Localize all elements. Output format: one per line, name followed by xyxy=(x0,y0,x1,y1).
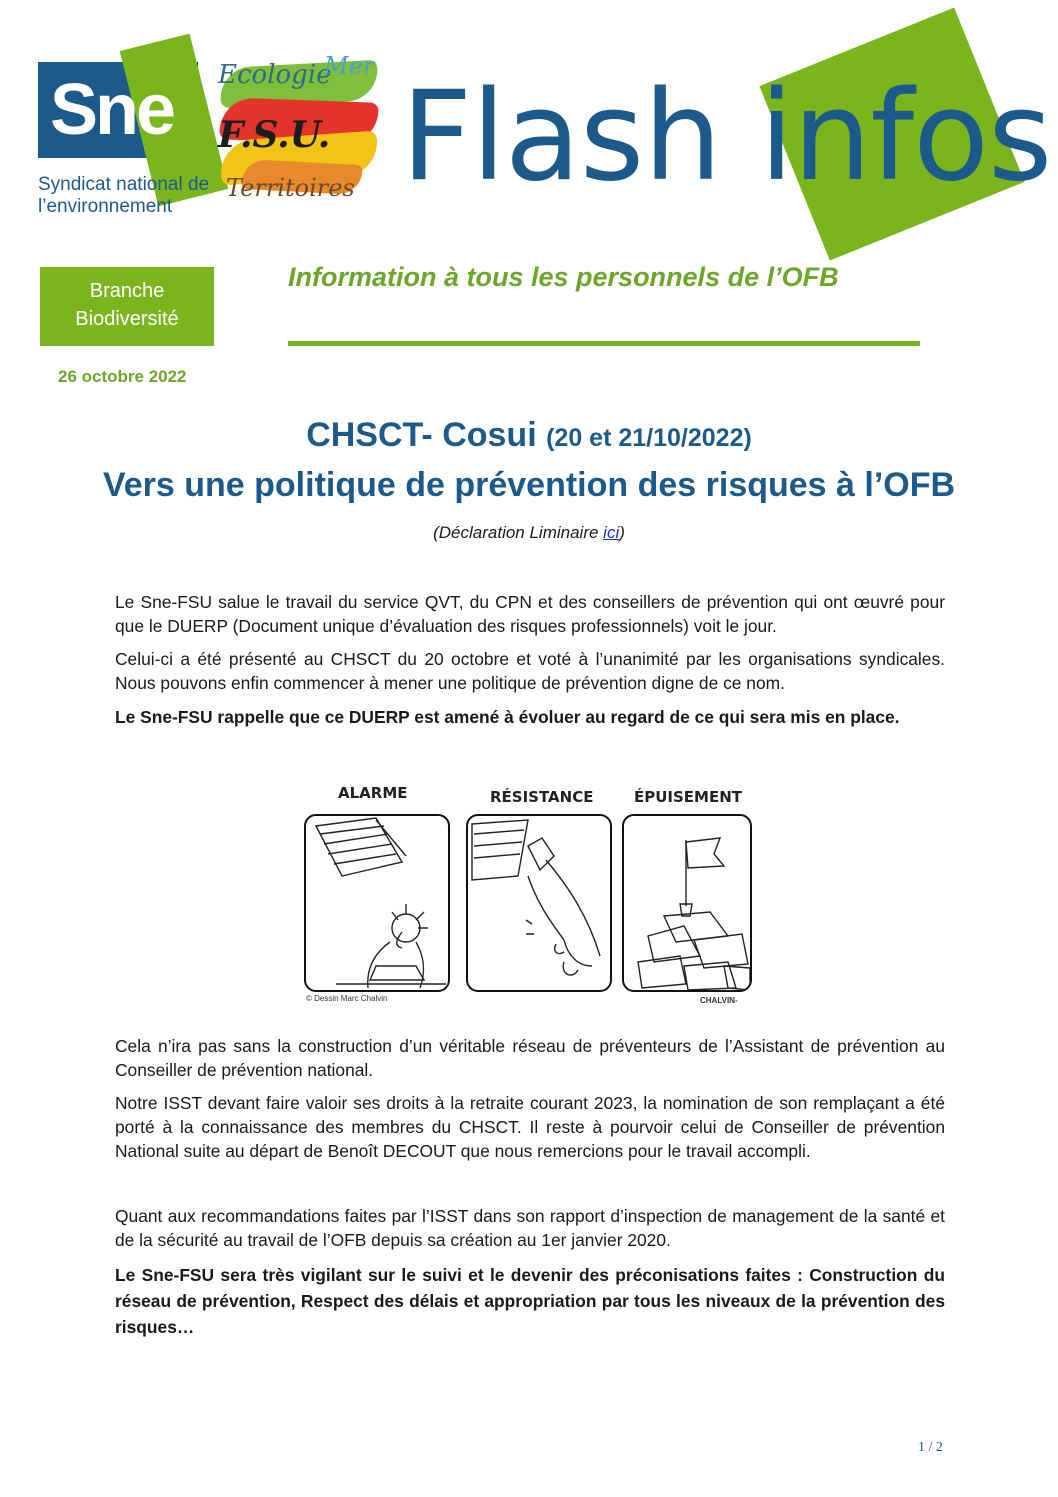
branch-badge xyxy=(40,267,214,346)
declaration-link[interactable]: ici xyxy=(603,523,620,542)
branch-line1: Branche xyxy=(89,280,165,302)
sne-subtitle-line1: Syndicat national de xyxy=(38,174,210,195)
cartoon-panel-3 xyxy=(622,814,752,992)
flash-infos-title: Flash infos xyxy=(401,65,1052,209)
publication-date: 26 octobre 2022 xyxy=(58,367,187,386)
resistance-drawing-icon xyxy=(468,816,612,992)
page-title xyxy=(0,416,1058,455)
fsu-mer-text: Mer xyxy=(324,52,375,80)
declaration-close: ) xyxy=(619,523,625,542)
sne-subtitle-line2: l’environnement xyxy=(38,196,173,217)
paragraph-6: Quant aux recommandations faites par l’ISST dans son rapport d’inspection de management de la santé et de la sécurité au travail de l’OFB depuis sa création au 1er janvier 2020. xyxy=(115,1206,945,1250)
alarm-drawing-icon xyxy=(306,816,450,992)
paragraph-2: Celui-ci a été présenté au CHSCT du 20 octobre et voté à l’unanimité par les organisations syndicales. Nous pouvons enfin commencer à mener une politique de prévention digne de ce nom. xyxy=(115,649,945,693)
cartoon-credit: © Dessin Marc Chalvin xyxy=(306,994,388,1003)
page-subtitle: Vers une politique de prévention des risques à l’OFB xyxy=(102,466,956,504)
paragraph-1: Le Sne-FSU salue le travail du service QVT, du CPN et des conseillers de prévention qui ont œuvré pour que le DUERP (Document unique d’évaluation des risques professionnels) voit le jour. xyxy=(115,592,945,636)
paragraph-4: Cela n’ira pas sans la construction d’un véritable réseau de préventeurs de l’Assistant de prévention au Conseiller de prévention national. xyxy=(115,1036,945,1080)
sne-logo-subtitle xyxy=(38,174,209,218)
paragraph-5: Notre ISST devant faire valoir ses droits à la retraite courant 2023, la nomination de son remplaçant a été porté à la connaissance des membres du CHSCT. Il reste à pourvoir celui de Conseiller de prévention National suite au départ de Benoît DECOUT que nous remercions pour le travail accompli. xyxy=(115,1093,945,1161)
cartoon-label-epuisement: ÉPUISEMENT xyxy=(634,788,743,806)
sne-logo xyxy=(38,40,213,220)
fsu-name-text: F.S.U. xyxy=(218,114,331,156)
cartoon-illustration xyxy=(300,780,760,1010)
cartoon-panel-2 xyxy=(466,814,612,992)
fsu-logo xyxy=(212,52,382,214)
fsu-territoires-text: Territoires xyxy=(226,174,355,202)
branch-line2: Biodiversité xyxy=(75,308,179,330)
paragraph-3: Le Sne-FSU rappelle que ce DUERP est amené à évoluer au regard de ce qui sera mis en place. xyxy=(115,707,900,727)
flash-infos-logo xyxy=(395,32,1052,244)
declaration-line xyxy=(0,523,1058,543)
green-divider xyxy=(288,341,920,346)
declaration-text: Déclaration Liminaire xyxy=(438,523,604,542)
cartoon-panel-1 xyxy=(304,814,450,992)
exhaustion-drawing-icon xyxy=(624,816,752,992)
cartoon-signature: CHALVIN- xyxy=(700,996,738,1005)
declaration-open: ( xyxy=(433,523,439,542)
title-dates: (20 et 21/10/2022) xyxy=(546,424,752,452)
info-headline: Information à tous les personnels de l’OFB xyxy=(288,262,839,292)
cartoon-label-alarme: ALARME xyxy=(338,784,408,802)
title-main: CHSCT- Cosui xyxy=(306,416,537,454)
cartoon-label-resistance: RÉSISTANCE xyxy=(490,788,594,806)
page-number: 1 / 2 xyxy=(918,1440,943,1455)
fsu-ecologie-text: Ecologie xyxy=(218,60,332,90)
paragraph-7: Le Sne-FSU sera très vigilant sur le suivi et le devenir des préconisations faites : Construction du réseau de prévention, Respect des délais et appropriation par tous les niveaux de la prévention des risques… xyxy=(115,1265,945,1337)
sne-logo-word: Sne xyxy=(50,70,174,150)
